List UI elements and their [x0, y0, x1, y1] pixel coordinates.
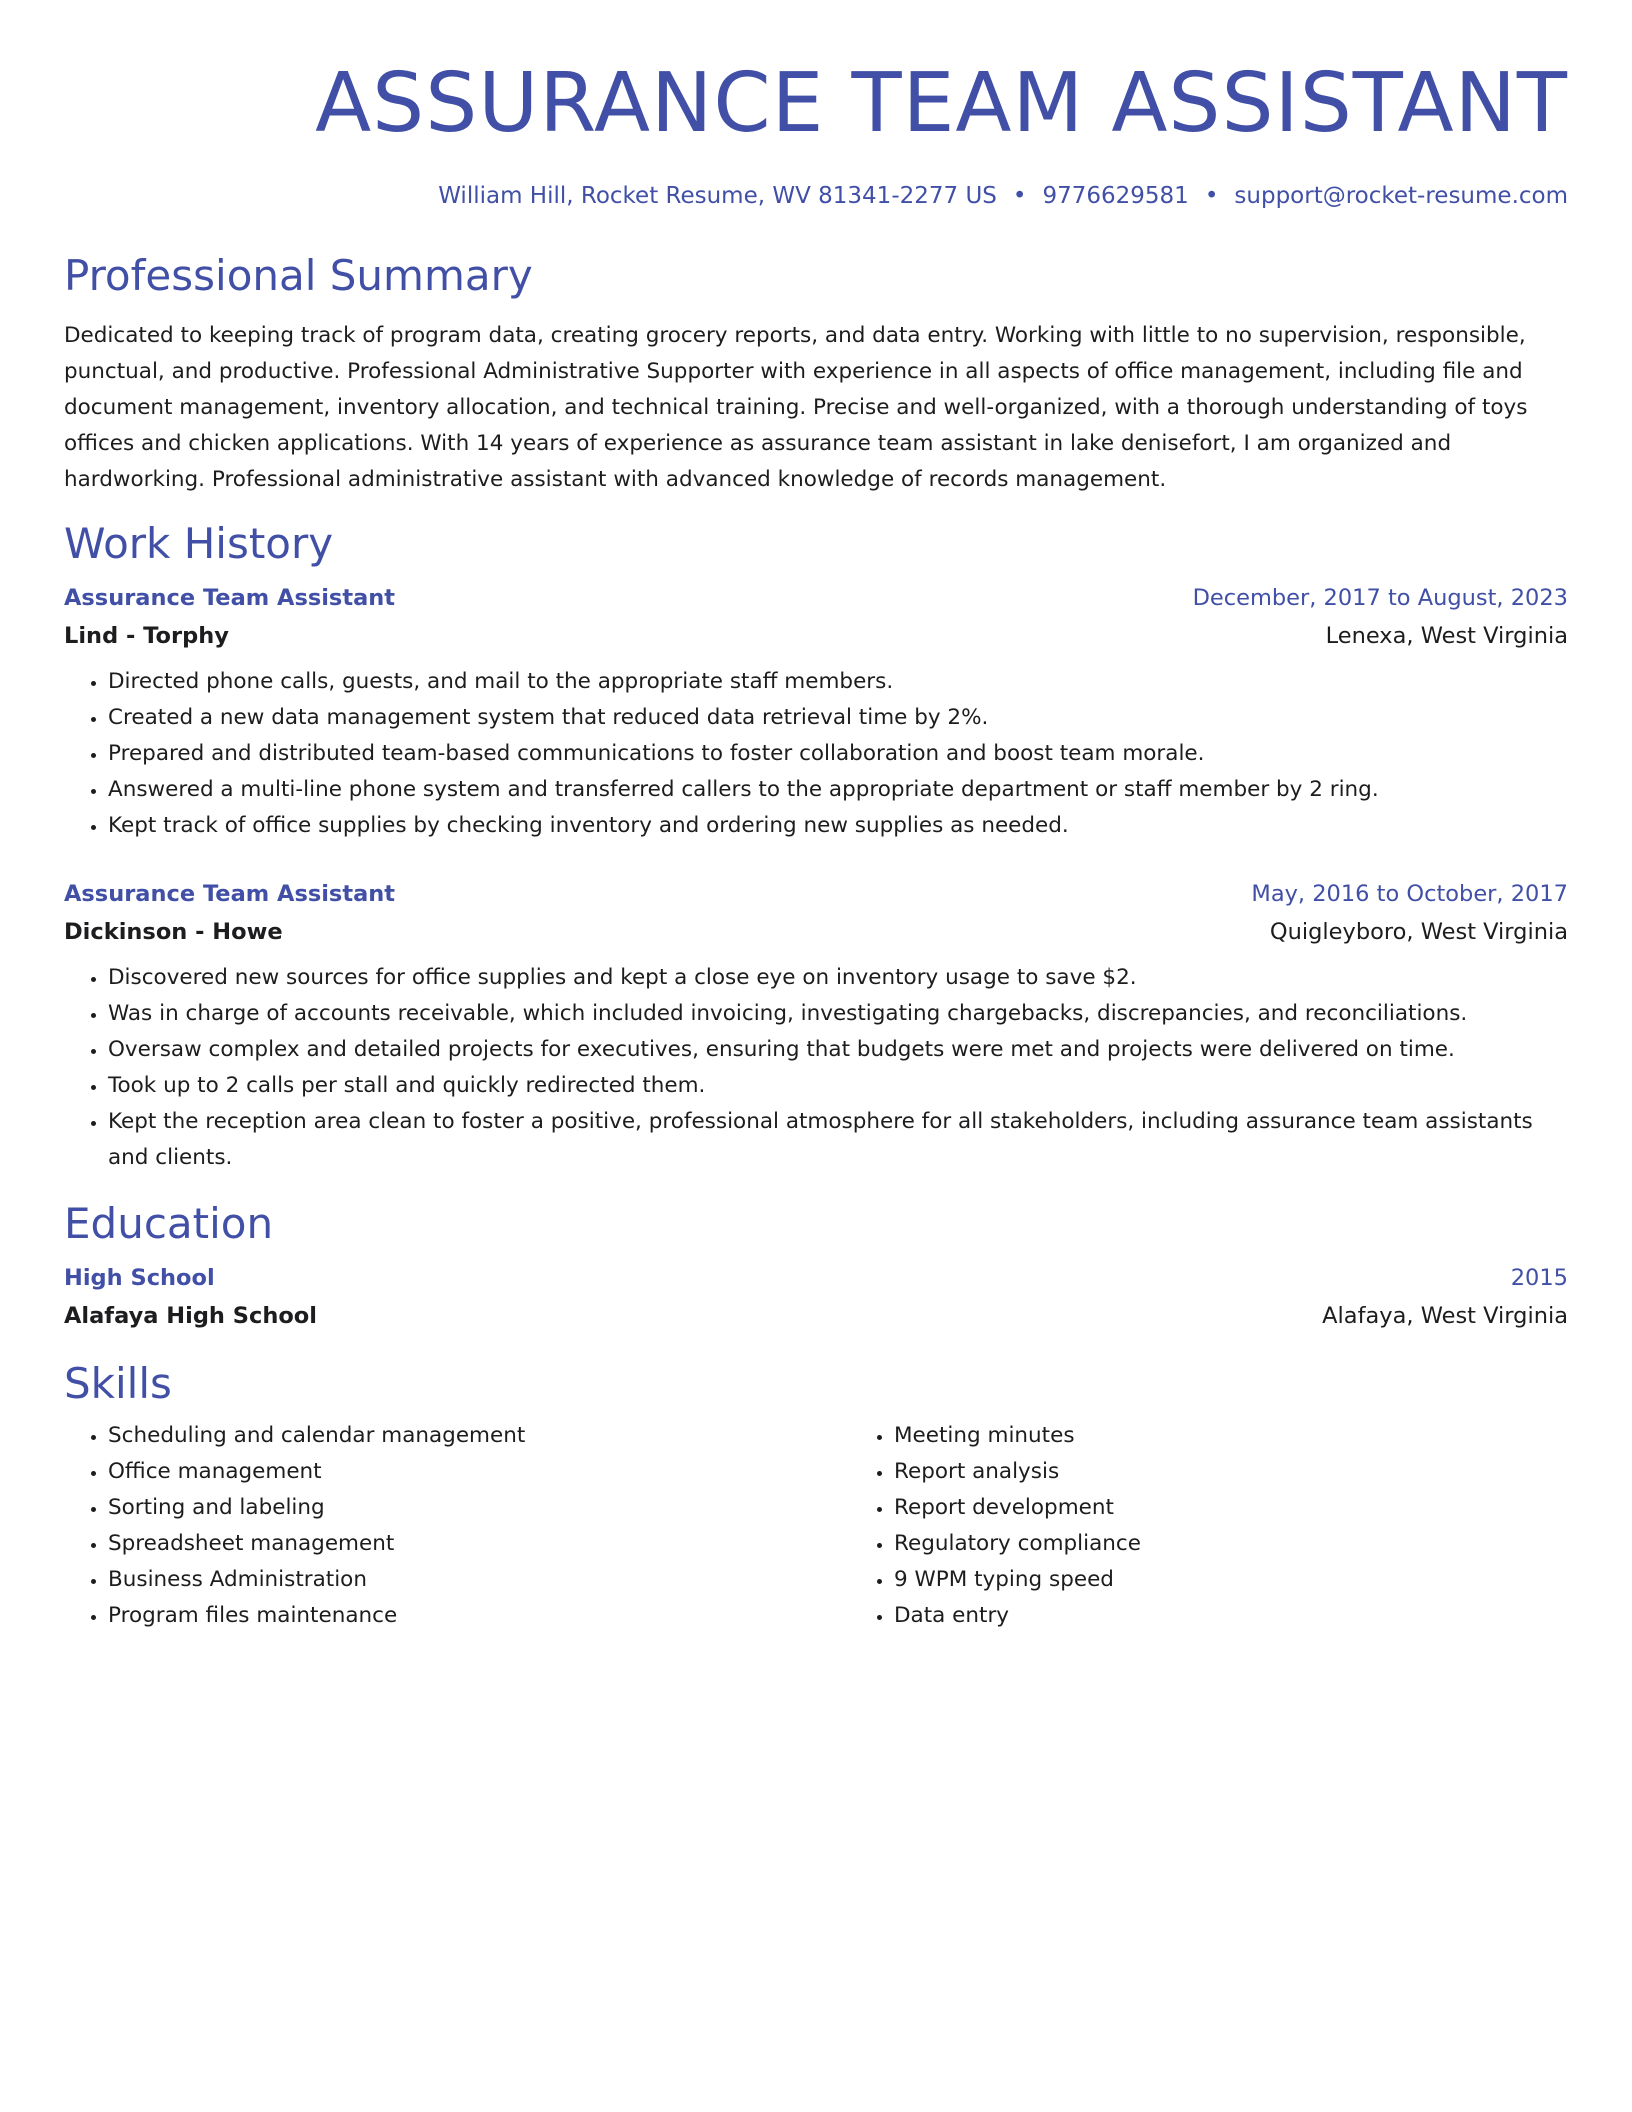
skills-heading: Skills: [64, 1359, 172, 1408]
education-location: Alafaya, West Virginia: [1322, 1303, 1568, 1329]
contact-separator: •: [1204, 183, 1219, 209]
skill-item: • Regulatory compliance: [894, 1526, 1632, 1562]
skill-item: • Scheduling and calendar management: [108, 1418, 850, 1454]
work-history-heading: Work History: [64, 519, 334, 568]
summary-heading: Professional Summary: [64, 251, 533, 300]
job-bullet: • Answered a multi-line phone system and transferred callers to the appropriate department or staff member by 2 ring.: [108, 772, 1568, 808]
summary-text: Dedicated to keeping track of program data, creating grocery reports, and data entry. Working with little to no supervision, responsible, punctual, and productive. Professional Administrative Supporter with experience in all aspects of office management, including file and document management, inventory allocation, and technical training. Precise and well-organized, with a thorough understanding of toys offices and chicken applications. With 14 years of experience as assurance team assistant in lake denisefort, I am organized and hardworking. Professional administrative assistant with advanced knowledge of records management.: [64, 323, 1528, 492]
job-bullets: [64, 960, 1568, 1176]
skill-item: • Report development: [894, 1490, 1632, 1526]
job-bullet: • Prepared and distributed team-based communications to foster collaboration and boost team morale.: [108, 736, 1568, 772]
education-heading: Education: [64, 1199, 274, 1248]
skill-item: • Data entry: [894, 1598, 1632, 1634]
skill-item: • Business Administration: [108, 1562, 850, 1598]
job-bullet: • Kept the reception area clean to foster a positive, professional atmosphere for all stakeholders, including assurance team assistants and clients.: [108, 1104, 1568, 1176]
job-entry: [64, 580, 1568, 844]
skill-item: • Meeting minutes: [894, 1418, 1632, 1454]
job-title-row: [64, 580, 1568, 616]
job-employer: Dickinson - Howe: [64, 919, 283, 945]
contact-phone: 9776629581: [1042, 183, 1189, 209]
contact-email: support@rocket-resume.com: [1234, 183, 1568, 209]
job-employer: Lind - Torphy: [64, 623, 229, 649]
contact-separator: •: [1012, 183, 1027, 209]
skill-item: • Spreadsheet management: [108, 1526, 850, 1562]
skills-list-right: [850, 1418, 1632, 1634]
job-bullets: [64, 664, 1568, 844]
skill-item: • Sorting and labeling: [108, 1490, 850, 1526]
job-bullet: • Oversaw complex and detailed projects for executives, ensuring that budgets were met and projects were delivered on time.: [108, 1032, 1568, 1068]
job-bullet: • Created a new data management system that reduced data retrieval time by 2%.: [108, 700, 1568, 736]
education-degree: High School: [64, 1265, 215, 1291]
education-school-row: [64, 1296, 1568, 1336]
resume-page: [64, 0, 1568, 1634]
skill-item: • Office management: [108, 1454, 850, 1490]
job-employer-row: [64, 912, 1568, 952]
skill-item: • Report analysis: [894, 1454, 1632, 1490]
resume-title: ASSURANCE TEAM ASSISTANT: [315, 56, 1568, 151]
education-school: Alafaya High School: [64, 1303, 317, 1329]
job-dates: May, 2016 to October, 2017: [1251, 881, 1568, 907]
education-year: 2015: [1510, 1265, 1568, 1291]
job-location: Quigleyboro, West Virginia: [1269, 919, 1568, 945]
skill-item: • Program files maintenance: [108, 1598, 850, 1634]
education-entry: [64, 1260, 1568, 1336]
contact-address: William Hill, Rocket Resume, WV 81341-2277 US: [438, 183, 997, 209]
job-entry: [64, 876, 1568, 1176]
skill-item: • 9 WPM typing speed: [894, 1562, 1632, 1598]
contact-line: [64, 178, 1568, 214]
education-degree-row: [64, 1260, 1568, 1296]
job-dates: December, 2017 to August, 2023: [1192, 585, 1568, 611]
job-location: Lenexa, West Virginia: [1325, 623, 1568, 649]
job-employer-row: [64, 616, 1568, 656]
job-bullet: • Directed phone calls, guests, and mail to the appropriate staff members.: [108, 664, 1568, 700]
job-bullet: • Kept track of office supplies by checking inventory and ordering new supplies as needed.: [108, 808, 1568, 844]
job-bullet: • Took up to 2 calls per stall and quickly redirected them.: [108, 1068, 1568, 1104]
skills-list-left: [64, 1418, 850, 1634]
job-title-row: [64, 876, 1568, 912]
job-title: Assurance Team Assistant: [64, 881, 396, 907]
job-title: Assurance Team Assistant: [64, 585, 396, 611]
job-bullet: • Was in charge of accounts receivable, which included invoicing, investigating chargebacks, discrepancies, and reconciliations.: [108, 996, 1568, 1032]
skills-columns: [64, 1418, 1568, 1634]
job-bullet: • Discovered new sources for office supplies and kept a close eye on inventory usage to save $2.: [108, 960, 1568, 996]
